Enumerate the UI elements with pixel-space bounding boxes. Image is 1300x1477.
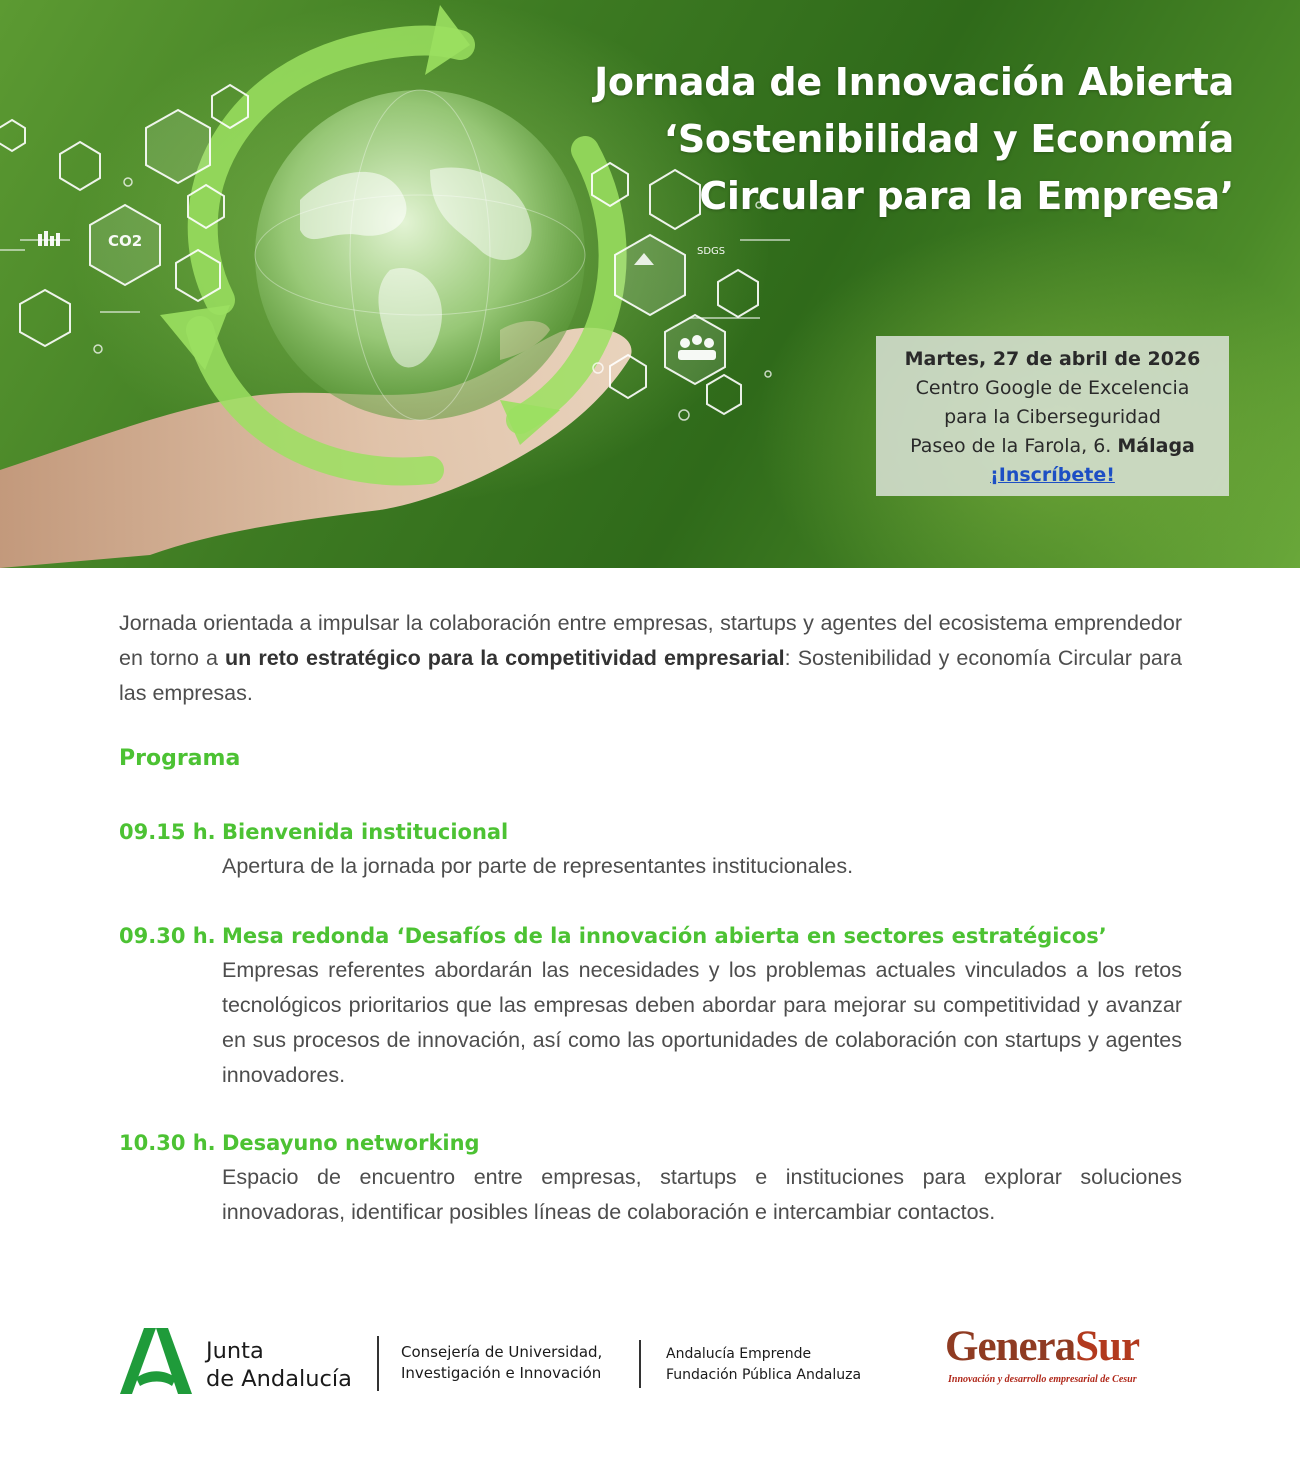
hero-banner [0, 0, 1300, 568]
program-item-title: Desayuno networking [222, 1131, 480, 1155]
program-item-description: Apertura de la jornada por parte de representantes institucionales. [222, 854, 854, 878]
intro-highlight: un reto estratégico para la competitividad empresarial [225, 646, 785, 670]
event-info-box [876, 336, 1229, 496]
program-item [119, 815, 1182, 884]
hero-title-line: Circular para la Empresa’ [699, 174, 1234, 218]
consejeria-line: Consejería de Universidad, [401, 1343, 603, 1361]
program-item-time: 09.30 h. [119, 924, 216, 948]
event-venue-line: Centro Google de Excelencia [915, 377, 1190, 399]
people-icon [665, 315, 725, 384]
program-item-time: 09.15 h. [119, 820, 216, 844]
event-venue-line: para la Ciberseguridad [944, 406, 1161, 428]
program-item-title: Mesa redonda ‘Desafíos de la innovación abierta en sectores estratégicos’ [222, 924, 1107, 948]
hero-title [534, 54, 1234, 225]
program-item-description: Espacio de encuentro entre empresas, startups e instituciones para explorar soluciones innovadoras, identificar posibles líneas de colaboración e intercambiar contactos. [222, 1165, 1182, 1224]
sdgs-icon-label: SDGS [697, 246, 726, 257]
chart-icon [707, 375, 741, 414]
emprende-line: Andalucía Emprende [666, 1346, 812, 1362]
junta-andalucia-logo-icon [120, 1328, 192, 1394]
register-link[interactable]: ¡Inscríbete! [990, 464, 1115, 486]
consejeria-name [401, 1342, 602, 1384]
solar-panel-icon [20, 290, 70, 346]
event-date: Martes, 27 de abril de 2026 [904, 348, 1201, 370]
event-address [876, 432, 1229, 461]
generasur-tagline: Innovación y desarrollo empresarial de Cesur [948, 1374, 1137, 1385]
intro-text: Jornada orientada a impulsar la colaboración entre empresas, startups y agentes del ecosistema emprendedor en torno a [119, 611, 1182, 670]
junta-name-line: Junta [206, 1338, 264, 1364]
consejeria-line: Investigación e Innovación [401, 1364, 602, 1382]
intro-text-end: : Sostenibilidad y economía Circular para las empresas. [119, 646, 1183, 705]
footer-divider [639, 1340, 641, 1388]
program-item [119, 1126, 1182, 1230]
generasur-wordmark [945, 1322, 1139, 1371]
program-item-time: 10.30 h. [119, 1131, 216, 1155]
emprende-line: Fundación Pública Andaluza [666, 1367, 862, 1383]
intro-paragraph [119, 606, 1182, 711]
program-item-description: Empresas referentes abordarán las necesidades y los problemas actuales vinculados a los retos tecnológicos prioritarios que las empresas deben abordar para mejorar su competitividad y avanzar en sus procesos de innovación, así como las oportunidades de colaboración con startups y agentes innovadores. [222, 958, 1182, 1087]
andalucia-emprende-name [666, 1344, 861, 1386]
junta-name-line: de Andalucía [206, 1366, 352, 1392]
generasur-word-part: Sur [1075, 1323, 1140, 1370]
hero-title-line: ‘Sostenibilidad y Economía [663, 117, 1234, 161]
hexagon-outline-icon [0, 120, 25, 151]
footer-logos [0, 1320, 1300, 1410]
program-heading: Programa [119, 746, 241, 771]
co2-icon-label: CO2 [108, 232, 143, 250]
event-city: Málaga [1117, 435, 1195, 457]
hero-title-line: Jornada de Innovación Abierta [594, 60, 1234, 104]
plant-hand-icon [718, 270, 758, 317]
program-item [119, 919, 1182, 1093]
plug-icon [60, 142, 100, 190]
junta-andalucia-name [206, 1337, 352, 1393]
event-street: Paseo de la Farola, 6. [910, 435, 1112, 457]
generasur-logo [945, 1320, 1185, 1390]
main-content [119, 606, 1183, 1224]
program-item-title: Bienvenida institucional [222, 820, 509, 844]
footer-divider [377, 1336, 379, 1391]
generasur-word-part: Genera [945, 1323, 1076, 1370]
